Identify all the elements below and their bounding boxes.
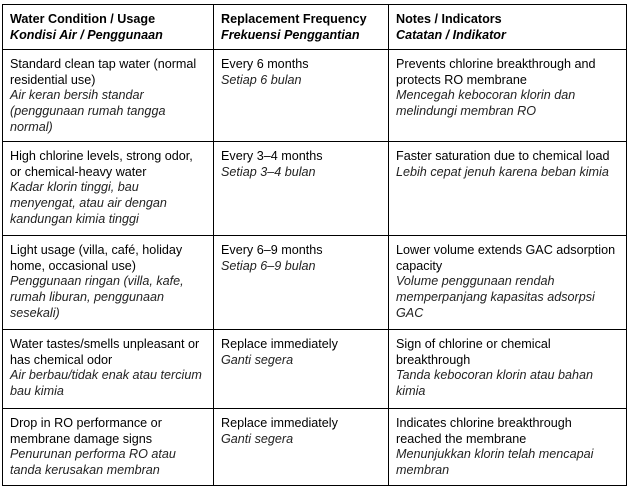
table-row [3,142,627,236]
notes-id: Volume penggunaan rendah memperpanjang kapasitas adsorpsi GAC [396,274,595,320]
filter-replacement-table [2,4,627,486]
frequency-id: Setiap 6–9 bulan [221,258,316,273]
notes-cell [389,142,627,236]
condition-id: Penurunan performa RO atau tanda kerusakan membran [10,447,176,477]
frequency-en: Replace immediately [221,416,338,431]
frequency-cell [214,50,389,142]
condition-id: Kadar klorin tinggi, bau menyengat, atau air dengan kandungan kimia tinggi [10,180,167,226]
header-notes-indicators [389,5,627,50]
condition-id: Air keran bersih standar (penggunaan rumah tangga normal) [10,88,166,134]
frequency-cell [214,409,389,485]
header-label-en: Water Condition / Usage [10,12,156,26]
notes-en: Sign of chlorine or chemical breakthrough [396,337,551,367]
condition-en: Standard clean tap water (normal residential use) [10,57,197,87]
frequency-cell [214,236,389,330]
notes-cell [389,236,627,330]
table-row [3,236,627,330]
frequency-cell [214,142,389,236]
condition-cell [3,50,214,142]
condition-en: Drop in RO performance or membrane damage signs [10,416,162,446]
frequency-en: Replace immediately [221,337,338,352]
table-row [3,50,627,142]
notes-cell [389,330,627,409]
notes-id: Lebih cepat jenuh karena beban kimia [396,164,609,179]
notes-en: Lower volume extends GAC adsorption capacity [396,243,616,273]
frequency-cell [214,330,389,409]
notes-en: Prevents chlorine breakthrough and protects RO membrane [396,57,596,87]
condition-cell [3,330,214,409]
table-row [3,330,627,409]
frequency-en: Every 3–4 months [221,149,323,164]
table-header-row [3,5,627,50]
frequency-id: Ganti segera [221,352,294,367]
condition-id: Air berbau/tidak enak atau tercium bau kimia [10,368,202,398]
frequency-id: Setiap 3–4 bulan [221,164,316,179]
header-label-id: Catatan / Indikator [396,27,506,42]
condition-cell [3,142,214,236]
notes-id: Mencegah kebocoran klorin dan melindungi membran RO [396,88,576,118]
header-replacement-frequency [214,5,389,50]
frequency-id: Setiap 6 bulan [221,72,302,87]
frequency-en: Every 6–9 months [221,243,323,258]
frequency-en: Every 6 months [221,57,309,72]
condition-en: High chlorine levels, strong odor, or chemical-heavy water [10,149,193,179]
notes-cell [389,50,627,142]
notes-cell [389,409,627,485]
header-label-id: Frekuensi Penggantian [221,27,360,42]
frequency-id: Ganti segera [221,431,294,446]
notes-en: Indicates chlorine breakthrough reached the membrane [396,416,572,446]
table-row [3,409,627,485]
notes-id: Menunjukkan klorin telah mencapai membran [396,447,594,477]
notes-en: Faster saturation due to chemical load [396,149,610,164]
header-label-en: Replacement Frequency [221,12,367,26]
header-label-en: Notes / Indicators [396,12,502,26]
condition-en: Light usage (villa, café, holiday home, occasional use) [10,243,183,273]
condition-cell [3,236,214,330]
header-label-id: Kondisi Air / Penggunaan [10,27,163,42]
condition-cell [3,409,214,485]
notes-id: Tanda kebocoran klorin atau bahan kimia [396,368,593,398]
condition-id: Penggunaan ringan (villa, kafe, rumah liburan, penggunaan sesekali) [10,274,184,320]
condition-en: Water tastes/smells unpleasant or has chemical odor [10,337,200,367]
header-water-condition [3,5,214,50]
